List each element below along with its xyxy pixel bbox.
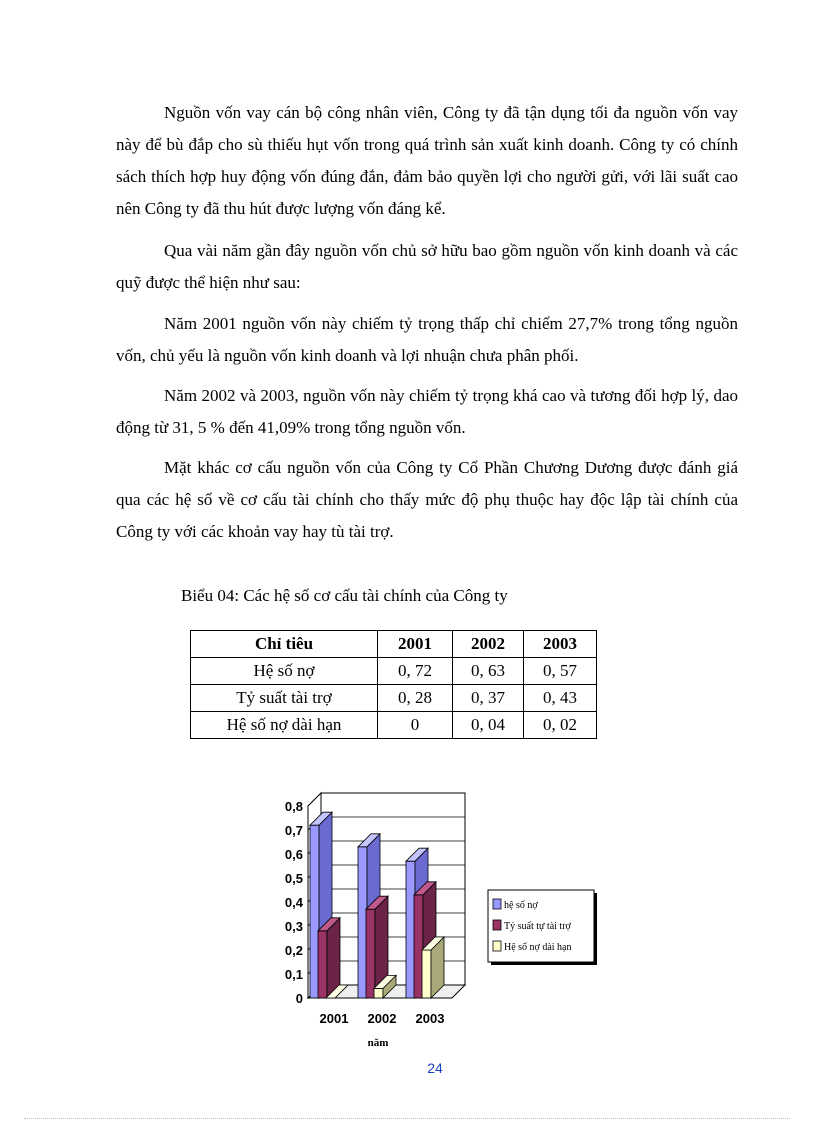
bar-front <box>366 909 375 998</box>
ratio-bar-chart <box>270 790 610 1055</box>
table-cell: 0, 72 <box>378 658 453 685</box>
table-cell: 0, 28 <box>378 685 453 712</box>
header-2003: 2003 <box>524 631 597 658</box>
table-cell: 0, 04 <box>453 712 524 739</box>
header-indicator: Chỉ tiêu <box>191 631 378 658</box>
financial-ratio-table <box>190 630 597 739</box>
y-tick-label: 0,7 <box>284 823 303 838</box>
table-row <box>191 685 597 712</box>
x-axis-label: năm <box>367 1037 389 1049</box>
page-bottom-rule <box>24 1118 790 1119</box>
x-tick-label: 2001 <box>319 1011 349 1026</box>
y-tick-label: 0,4 <box>284 895 303 910</box>
y-tick-label: 0 <box>295 991 303 1006</box>
y-tick-label: 0,1 <box>284 967 303 982</box>
page-number: 24 <box>427 1060 443 1076</box>
table-cell: 0, 02 <box>524 712 597 739</box>
legend-label: Tỷ suất tự tài trợ <box>504 921 571 932</box>
table-row <box>191 712 597 739</box>
paragraph-3: Năm 2001 nguồn vốn này chiếm tỷ trọng thấp chỉ chiếm 27,7% trong tổng nguồn vốn, chủ yếu là nguồn vốn kinh doanh và lợi nhuận chưa phân phối. <box>116 314 738 365</box>
header-2002: 2002 <box>453 631 524 658</box>
table-cell: Tỷ suất tài trợ <box>191 685 378 712</box>
y-tick-label: 0,2 <box>284 943 303 958</box>
legend-swatch <box>493 920 501 930</box>
y-tick-label: 0,8 <box>284 799 303 814</box>
paragraph-1: Nguồn vốn vay cán bộ công nhân viên, Công ty đã tận dụng tối đa nguồn vốn vay này để bù đắp cho sù thiếu hụt vốn trong quá trình sản xuất kinh doanh. Công ty có chính sách thích hợp huy động vốn đúng đắn, đảm bảo quyền lợi cho người gửi, với lãi suất cao nên Công ty đã thu hút được lượng vốn đáng kể. <box>116 103 738 218</box>
bar-front <box>374 988 383 998</box>
table-cell: Hệ số nợ <box>191 658 378 685</box>
bar-front <box>422 950 431 998</box>
table-cell: 0, 63 <box>453 658 524 685</box>
table-cell: 0, 43 <box>524 685 597 712</box>
table-header-row <box>191 631 597 658</box>
table-cell: 0, 37 <box>453 685 524 712</box>
table-cell: 0, 57 <box>524 658 597 685</box>
legend-swatch <box>493 899 501 909</box>
y-tick-label: 0,6 <box>284 847 303 862</box>
table-caption: Biểu 04: Các hệ số cơ cấu tài chính của Công ty <box>181 586 508 605</box>
paragraph-5: Mặt khác cơ cấu nguồn vốn của Công ty Cổ Phần Chương Dương được đánh giá qua các hệ số về cơ cấu tài chính cho thấy mức độ phụ thuộc hay độc lập tài chính của Công ty với các khoản vay hay tù tài trợ. <box>116 458 738 541</box>
legend-label: Hệ số nợ dài hạn <box>504 942 572 953</box>
y-tick-label: 0,5 <box>284 871 303 886</box>
x-tick-label: 2003 <box>415 1011 445 1026</box>
legend-swatch <box>493 941 501 951</box>
y-tick-label: 0,3 <box>284 919 303 934</box>
table-cell: 0 <box>378 712 453 739</box>
table-row <box>191 658 597 685</box>
paragraph-4: Năm 2002 và 2003, nguồn vốn này chiếm tỷ trọng khá cao và tương đối hợp lý, dao động từ 31, 5 % đến 41,09% trong tổng nguồn vốn. <box>116 386 738 437</box>
bar-front <box>318 931 327 998</box>
header-2001: 2001 <box>378 631 453 658</box>
legend-label: hệ số nợ <box>504 900 538 911</box>
table-cell: Hệ số nợ dài hạn <box>191 712 378 739</box>
paragraph-2: Qua vài năm gần đây nguồn vốn chủ sở hữu bao gồm nguồn vốn kinh doanh và các quỹ được thể hiện như sau: <box>116 241 738 292</box>
x-tick-label: 2002 <box>367 1011 397 1026</box>
